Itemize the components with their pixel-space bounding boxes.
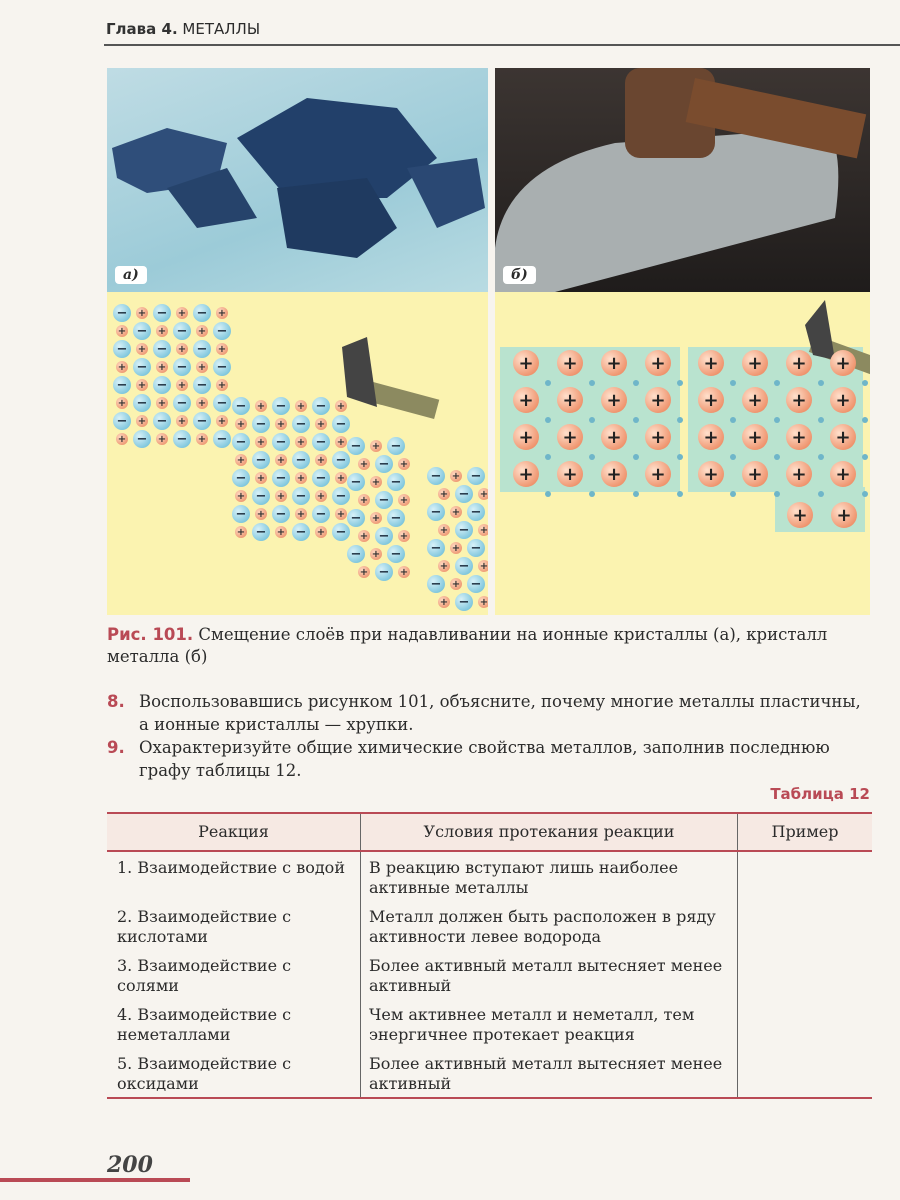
example-cell bbox=[738, 999, 873, 1048]
cation: + bbox=[236, 526, 246, 538]
cation: + bbox=[399, 494, 409, 506]
anion: − bbox=[113, 304, 131, 322]
electron bbox=[677, 491, 683, 497]
conditions-cell: Металл должен быть расположен в ряду активности левее водорода bbox=[361, 901, 738, 950]
metal-cation: + bbox=[786, 424, 812, 450]
example-cell bbox=[738, 950, 873, 999]
conditions-cell: В реакцию вступают лишь наиболее активные металлы bbox=[361, 851, 738, 901]
anion: − bbox=[133, 394, 151, 412]
cation: + bbox=[371, 548, 381, 560]
electron bbox=[774, 417, 780, 423]
metal-cation: + bbox=[557, 424, 583, 450]
table-header-row bbox=[107, 813, 872, 851]
table-row bbox=[107, 901, 872, 950]
table-row bbox=[107, 950, 872, 999]
photo-metal-hammer bbox=[495, 68, 870, 292]
cation: + bbox=[336, 508, 346, 520]
example-cell bbox=[738, 901, 873, 950]
header-rule bbox=[104, 44, 900, 46]
anion: − bbox=[375, 563, 393, 581]
metal-cation: + bbox=[645, 424, 671, 450]
anion: − bbox=[467, 467, 485, 485]
reaction-cell: 5. Взаимодействие с оксидами bbox=[117, 1054, 292, 1093]
cation: + bbox=[399, 458, 409, 470]
cation: + bbox=[177, 379, 187, 391]
anion: − bbox=[292, 415, 310, 433]
cation: + bbox=[439, 488, 449, 500]
anion: − bbox=[153, 340, 171, 358]
anion: − bbox=[113, 340, 131, 358]
cation: + bbox=[359, 494, 369, 506]
anion: − bbox=[232, 469, 250, 487]
reaction-cell: 3. Взаимодействие с солями bbox=[117, 956, 292, 995]
example-cell bbox=[738, 1048, 873, 1098]
cation: + bbox=[296, 436, 306, 448]
anion: − bbox=[193, 376, 211, 394]
electron bbox=[818, 417, 824, 423]
anion: − bbox=[272, 469, 290, 487]
metal-cation: + bbox=[698, 424, 724, 450]
electron bbox=[545, 491, 551, 497]
metal-cation: + bbox=[513, 461, 539, 487]
anion: − bbox=[427, 575, 445, 593]
anion: − bbox=[113, 376, 131, 394]
cation: + bbox=[439, 596, 449, 608]
cation: + bbox=[157, 397, 167, 409]
anion: − bbox=[467, 539, 485, 557]
anion: − bbox=[455, 557, 473, 575]
anion: − bbox=[387, 437, 405, 455]
label-b: б) bbox=[503, 266, 536, 284]
diagram-ionic-lattice bbox=[107, 292, 488, 615]
anion: − bbox=[375, 527, 393, 545]
metal-cation: + bbox=[786, 350, 812, 376]
cation: + bbox=[256, 472, 266, 484]
diagram-metal-lattice bbox=[495, 292, 870, 615]
metal-cation: + bbox=[742, 387, 768, 413]
cation: + bbox=[236, 490, 246, 502]
electron bbox=[633, 454, 639, 460]
running-header bbox=[106, 20, 260, 38]
caption-text: Смещение слоёв при надавливании на ионные кристаллы (а), кристалл металла (б) bbox=[107, 625, 828, 666]
metal-cation: + bbox=[513, 387, 539, 413]
cation: + bbox=[256, 436, 266, 448]
anion: − bbox=[427, 539, 445, 557]
metal-cation: + bbox=[557, 350, 583, 376]
electron bbox=[730, 380, 736, 386]
electron bbox=[774, 491, 780, 497]
electron bbox=[677, 417, 683, 423]
anion: − bbox=[347, 473, 365, 491]
anion: − bbox=[467, 503, 485, 521]
question-number: 9. bbox=[107, 738, 125, 757]
metal-cation: + bbox=[645, 387, 671, 413]
electron bbox=[545, 454, 551, 460]
cation: + bbox=[451, 470, 461, 482]
cation: + bbox=[316, 490, 326, 502]
metal-cation: + bbox=[830, 424, 856, 450]
anion: − bbox=[252, 415, 270, 433]
cation: + bbox=[316, 454, 326, 466]
metal-cation: + bbox=[601, 461, 627, 487]
table-title: Таблица 12 bbox=[770, 785, 870, 803]
cation: + bbox=[197, 361, 207, 373]
anion: − bbox=[173, 358, 191, 376]
anion: − bbox=[312, 433, 330, 451]
electron bbox=[862, 454, 868, 460]
cation: + bbox=[451, 578, 461, 590]
electron bbox=[677, 454, 683, 460]
cation: + bbox=[371, 512, 381, 524]
anion: − bbox=[427, 503, 445, 521]
anion: − bbox=[387, 473, 405, 491]
anion: − bbox=[153, 304, 171, 322]
page-number: 200 bbox=[107, 1152, 153, 1178]
conditions-cell: Чем активнее металл и неметалл, тем энергичнее протекает реакция bbox=[361, 999, 738, 1048]
electron bbox=[774, 380, 780, 386]
cation: + bbox=[359, 458, 369, 470]
anion: − bbox=[252, 523, 270, 541]
cation: + bbox=[276, 490, 286, 502]
label-a: а) bbox=[115, 266, 147, 284]
table-row bbox=[107, 851, 872, 901]
cation: + bbox=[439, 560, 449, 572]
cation: + bbox=[451, 542, 461, 554]
cation: + bbox=[256, 400, 266, 412]
electron bbox=[862, 417, 868, 423]
anion: − bbox=[173, 394, 191, 412]
cation: + bbox=[316, 526, 326, 538]
cation: + bbox=[217, 415, 227, 427]
cation: + bbox=[157, 325, 167, 337]
cation: + bbox=[296, 472, 306, 484]
metal-cation: + bbox=[786, 387, 812, 413]
anion: − bbox=[272, 397, 290, 415]
anion: − bbox=[455, 593, 473, 611]
crystal-lumps-image bbox=[107, 68, 488, 292]
metal-cation: + bbox=[645, 350, 671, 376]
cation: + bbox=[371, 440, 381, 452]
cation: + bbox=[316, 418, 326, 430]
electron bbox=[818, 491, 824, 497]
electron bbox=[818, 380, 824, 386]
anion: − bbox=[375, 455, 393, 473]
cation: + bbox=[336, 400, 346, 412]
cation: + bbox=[117, 361, 127, 373]
electron bbox=[545, 417, 551, 423]
chapter-number: Глава 4. bbox=[106, 20, 178, 38]
metal-cation: + bbox=[742, 350, 768, 376]
cation: + bbox=[157, 433, 167, 445]
electron bbox=[633, 491, 639, 497]
metal-cation: + bbox=[742, 424, 768, 450]
question-text: Охарактеризуйте общие химические свойства металлов, заполнив последнюю графу таблицы 12. bbox=[139, 738, 830, 780]
anion: − bbox=[292, 523, 310, 541]
cation: + bbox=[177, 415, 187, 427]
electron bbox=[774, 454, 780, 460]
hammer-on-metal-image bbox=[495, 68, 870, 292]
cation: + bbox=[137, 343, 147, 355]
conditions-cell: Более активный металл вытесняет менее активный bbox=[361, 950, 738, 999]
electron bbox=[862, 491, 868, 497]
anion: − bbox=[332, 451, 350, 469]
cation: + bbox=[276, 526, 286, 538]
anion: − bbox=[332, 487, 350, 505]
anion: − bbox=[312, 469, 330, 487]
cation: + bbox=[399, 566, 409, 578]
question-text: Воспользовавшись рисунком 101, объясните, почему многие металлы пластичны, а ионные кристаллы — хрупки. bbox=[139, 692, 861, 734]
cation: + bbox=[399, 530, 409, 542]
anion: − bbox=[113, 412, 131, 430]
metal-cation: + bbox=[786, 461, 812, 487]
anion: − bbox=[312, 505, 330, 523]
reaction-cell: 1. Взаимодействие с водой bbox=[117, 858, 345, 877]
anion: − bbox=[272, 505, 290, 523]
metal-properties-table bbox=[107, 812, 872, 1099]
example-cell bbox=[738, 851, 873, 901]
cation: + bbox=[276, 418, 286, 430]
anion: − bbox=[193, 304, 211, 322]
cation: + bbox=[197, 325, 207, 337]
anion: − bbox=[173, 322, 191, 340]
cation: + bbox=[236, 418, 246, 430]
cation: + bbox=[197, 433, 207, 445]
anion: − bbox=[193, 412, 211, 430]
anion: − bbox=[455, 485, 473, 503]
anion: − bbox=[193, 340, 211, 358]
cation: + bbox=[217, 379, 227, 391]
metal-cation: + bbox=[645, 461, 671, 487]
anion: − bbox=[387, 509, 405, 527]
conditions-cell: Более активный металл вытесняет менее активный bbox=[361, 1048, 738, 1098]
cation: + bbox=[256, 508, 266, 520]
electron bbox=[589, 491, 595, 497]
electron bbox=[589, 417, 595, 423]
cation: + bbox=[359, 566, 369, 578]
electron bbox=[589, 380, 595, 386]
chapter-title: МЕТАЛЛЫ bbox=[182, 20, 261, 38]
anion: − bbox=[213, 394, 231, 412]
page-number-bar bbox=[0, 1178, 190, 1182]
metal-cation: + bbox=[601, 424, 627, 450]
cation: + bbox=[177, 307, 187, 319]
anion: − bbox=[213, 430, 231, 448]
anion: − bbox=[133, 322, 151, 340]
anion: − bbox=[252, 451, 270, 469]
cation: + bbox=[451, 506, 461, 518]
anion: − bbox=[252, 487, 270, 505]
header-reaction: Реакция bbox=[198, 822, 269, 841]
cation: + bbox=[137, 379, 147, 391]
cation: + bbox=[296, 400, 306, 412]
anion: − bbox=[427, 467, 445, 485]
cation: + bbox=[197, 397, 207, 409]
question-9 bbox=[107, 736, 877, 782]
metal-cation: + bbox=[557, 387, 583, 413]
anion: − bbox=[213, 358, 231, 376]
photo-ionic-crystals bbox=[107, 68, 488, 292]
anion: − bbox=[153, 376, 171, 394]
anion: − bbox=[232, 433, 250, 451]
metal-cation: + bbox=[742, 461, 768, 487]
anion: − bbox=[292, 451, 310, 469]
cation: + bbox=[177, 343, 187, 355]
cation: + bbox=[479, 524, 488, 536]
metal-cation: + bbox=[830, 461, 856, 487]
metal-cation: + bbox=[830, 387, 856, 413]
cation: + bbox=[479, 596, 488, 608]
cation: + bbox=[137, 307, 147, 319]
cation: + bbox=[359, 530, 369, 542]
electron bbox=[633, 380, 639, 386]
figure-number: Рис. 101. bbox=[107, 625, 194, 644]
metal-cation: + bbox=[557, 461, 583, 487]
figure-caption bbox=[107, 624, 900, 668]
hammer-icon bbox=[322, 337, 442, 427]
anion: − bbox=[332, 415, 350, 433]
cation: + bbox=[137, 415, 147, 427]
cation: + bbox=[117, 397, 127, 409]
cation: + bbox=[157, 361, 167, 373]
anion: − bbox=[173, 430, 191, 448]
metal-cation: + bbox=[513, 424, 539, 450]
table-row bbox=[107, 1048, 872, 1098]
anion: − bbox=[467, 575, 485, 593]
reaction-cell: 2. Взаимодействие с кислотами bbox=[117, 907, 292, 946]
electron bbox=[730, 454, 736, 460]
cation: + bbox=[217, 307, 227, 319]
metal-cation: + bbox=[601, 350, 627, 376]
anion: − bbox=[213, 322, 231, 340]
electron bbox=[589, 454, 595, 460]
metal-cation: + bbox=[698, 461, 724, 487]
metal-cation: + bbox=[513, 350, 539, 376]
anion: − bbox=[347, 509, 365, 527]
anion: − bbox=[232, 505, 250, 523]
cation: + bbox=[117, 325, 127, 337]
metal-cation: + bbox=[601, 387, 627, 413]
anion: − bbox=[312, 397, 330, 415]
anion: − bbox=[347, 437, 365, 455]
anion: − bbox=[387, 545, 405, 563]
anion: − bbox=[332, 523, 350, 541]
question-8 bbox=[107, 690, 877, 736]
anion: − bbox=[133, 430, 151, 448]
cation: + bbox=[336, 472, 346, 484]
anion: − bbox=[292, 487, 310, 505]
cation: + bbox=[236, 454, 246, 466]
header-example: Пример bbox=[738, 813, 873, 851]
cation: + bbox=[479, 488, 488, 500]
electron bbox=[677, 380, 683, 386]
metal-cation: + bbox=[698, 350, 724, 376]
anion: − bbox=[347, 545, 365, 563]
electron bbox=[730, 491, 736, 497]
cation: + bbox=[296, 508, 306, 520]
cation: + bbox=[479, 560, 488, 572]
cation: + bbox=[217, 343, 227, 355]
question-number: 8. bbox=[107, 692, 125, 711]
anion: − bbox=[133, 358, 151, 376]
metal-cation: + bbox=[787, 502, 813, 528]
anion: − bbox=[232, 397, 250, 415]
electron bbox=[862, 380, 868, 386]
cation: + bbox=[371, 476, 381, 488]
cation: + bbox=[336, 436, 346, 448]
electron bbox=[818, 454, 824, 460]
header-conditions: Условия протекания реакции bbox=[361, 813, 738, 851]
electron bbox=[730, 417, 736, 423]
anion: − bbox=[375, 491, 393, 509]
reaction-cell: 4. Взаимодействие с неметаллами bbox=[117, 1005, 292, 1044]
anion: − bbox=[272, 433, 290, 451]
cation: + bbox=[117, 433, 127, 445]
anion: − bbox=[455, 521, 473, 539]
metal-cation: + bbox=[698, 387, 724, 413]
electron bbox=[545, 380, 551, 386]
metal-cation: + bbox=[830, 350, 856, 376]
table-row bbox=[107, 999, 872, 1048]
electron bbox=[633, 417, 639, 423]
cation: + bbox=[439, 524, 449, 536]
metal-cation: + bbox=[831, 502, 857, 528]
cation: + bbox=[276, 454, 286, 466]
anion: − bbox=[153, 412, 171, 430]
